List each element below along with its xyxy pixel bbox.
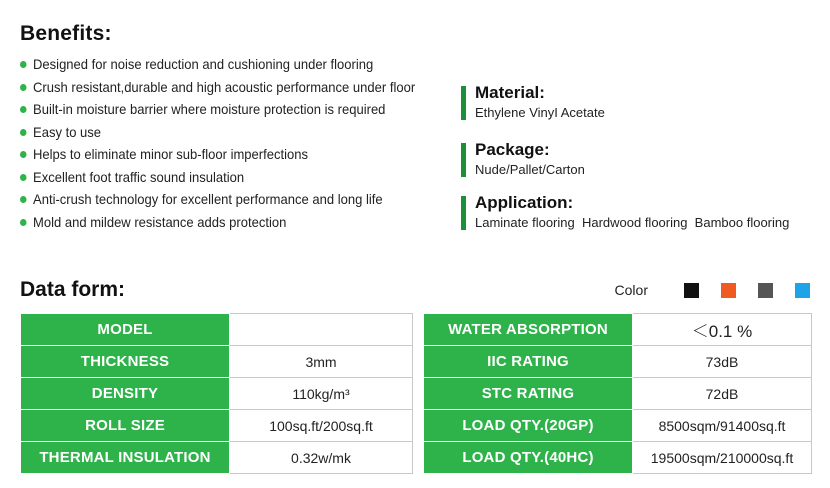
spec-key: IIC RATING <box>424 346 633 378</box>
spec-value: 0.32w/mk <box>230 442 413 474</box>
table-row <box>424 378 812 410</box>
table-row <box>424 346 812 378</box>
spec-key: DENSITY <box>21 378 230 410</box>
package-block <box>461 139 826 179</box>
spec-key: WATER ABSORPTION <box>424 314 633 346</box>
package-title: Package: <box>475 140 550 159</box>
table-row <box>21 346 413 378</box>
spec-value: 73dB <box>633 346 812 378</box>
application-title: Application: <box>475 193 574 212</box>
spec-key: THERMAL INSULATION <box>21 442 230 474</box>
table-row <box>21 442 413 474</box>
material-value: Ethylene VinyI Acetate <box>475 105 605 120</box>
benefit-item: Mold and mildew resistance adds protection <box>20 211 429 234</box>
color-label: Color <box>614 282 648 298</box>
benefit-item: Easy to use <box>20 121 429 144</box>
spec-key: THICKNESS <box>21 346 230 378</box>
spec-value: 19500sqm/210000sq.ft <box>633 442 812 474</box>
table-row <box>21 378 413 410</box>
table-row <box>21 314 413 346</box>
benefits-list <box>20 53 460 233</box>
spec-key: STC RATING <box>424 378 633 410</box>
accent-bar <box>461 196 466 230</box>
color-swatch-orange[interactable] <box>721 283 736 298</box>
spec-key: ROLL SIZE <box>21 410 230 442</box>
application-block <box>461 192 826 232</box>
benefits-title: Benefits: <box>20 22 112 45</box>
spec-value: ＜0.1 % <box>633 314 812 346</box>
benefit-item: Excellent foot traffic sound insulation <box>20 166 429 189</box>
spec-table-right <box>423 313 812 474</box>
spec-key: LOAD QTY.(40HC) <box>424 442 633 474</box>
table-row <box>21 410 413 442</box>
spec-key: LOAD QTY.(20GP) <box>424 410 633 442</box>
spec-value: 8500sqm/91400sq.ft <box>633 410 812 442</box>
benefit-item: Designed for noise reduction and cushioning under flooring <box>20 53 429 76</box>
accent-bar <box>461 143 466 177</box>
material-block <box>461 82 826 122</box>
benefit-item: Built-in moisture barrier where moisture protection is required <box>20 98 429 121</box>
spec-value: 72dB <box>633 378 812 410</box>
spec-value <box>230 314 413 346</box>
spec-table-left <box>20 313 413 474</box>
color-swatch-blue[interactable] <box>795 283 810 298</box>
data-form-title: Data form: <box>20 278 126 301</box>
benefit-item: Anti-crush technology for excellent performance and long life <box>20 188 429 211</box>
spec-value: 100sq.ft/200sq.ft <box>230 410 413 442</box>
table-row <box>424 442 812 474</box>
benefits-section <box>20 22 460 233</box>
table-row <box>424 314 812 346</box>
spec-value: 110kg/m³ <box>230 378 413 410</box>
benefit-item: Helps to eliminate minor sub-floor imperfections <box>20 143 429 166</box>
package-value: Nude/Pallet/Carton <box>475 162 585 177</box>
color-swatch-gray[interactable] <box>758 283 773 298</box>
benefit-item: Crush resistant,durable and high acoustic performance under floor <box>20 76 429 99</box>
accent-bar <box>461 86 466 120</box>
spec-value: 3mm <box>230 346 413 378</box>
spec-key: MODEL <box>21 314 230 346</box>
color-swatch-black[interactable] <box>684 283 699 298</box>
color-options <box>615 282 810 298</box>
application-value: Laminate flooring Hardwood flooring Bamboo flooring <box>475 215 790 230</box>
material-title: Material: <box>475 83 545 102</box>
table-row <box>424 410 812 442</box>
